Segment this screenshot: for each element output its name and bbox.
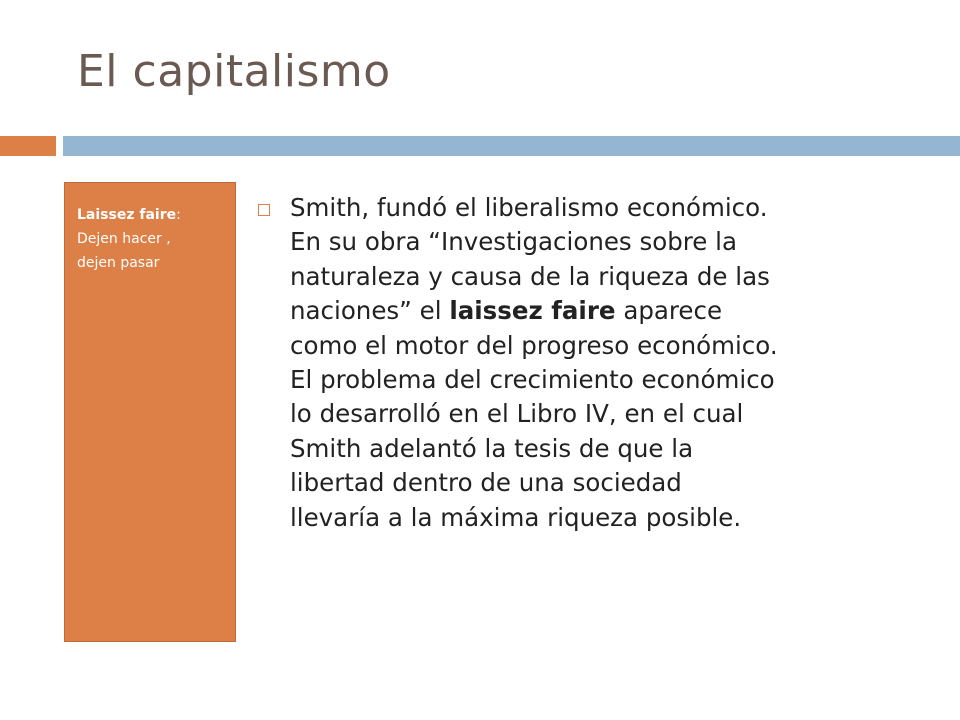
slide-title: El capitalismo: [77, 46, 391, 97]
paragraph-text-end: aparece como el motor del progreso económico. El problema del crecimiento económico lo desarrolló en el Libro IV, en el cual Smith adelantó la tesis de que la libertad dentro de una sociedad llevaría a la máxima riqueza posible.: [290, 296, 778, 532]
title-underline-bar: [63, 136, 960, 156]
definition-sidebar: [64, 182, 236, 642]
hollow-square-bullet-icon: [258, 204, 270, 216]
bullet-item: [258, 191, 948, 535]
definition-line-1: Dejen hacer ,: [77, 231, 171, 247]
paragraph-bold-term: laissez faire: [449, 296, 616, 326]
definition-line-2: dejen pasar: [77, 255, 160, 271]
definition-term: Laissez faire: [77, 207, 177, 223]
paragraph-text-start: Smith, fundó el liberalismo económico. En su obra “Investigaciones sobre la naturaleza y causa de la riqueza de las naciones” el: [290, 193, 770, 326]
bullet-paragraph: [290, 191, 948, 535]
content-area: [258, 191, 948, 535]
title-underline-accent: [0, 136, 56, 156]
definition-separator: :: [176, 207, 181, 223]
definition-text: [77, 203, 231, 275]
